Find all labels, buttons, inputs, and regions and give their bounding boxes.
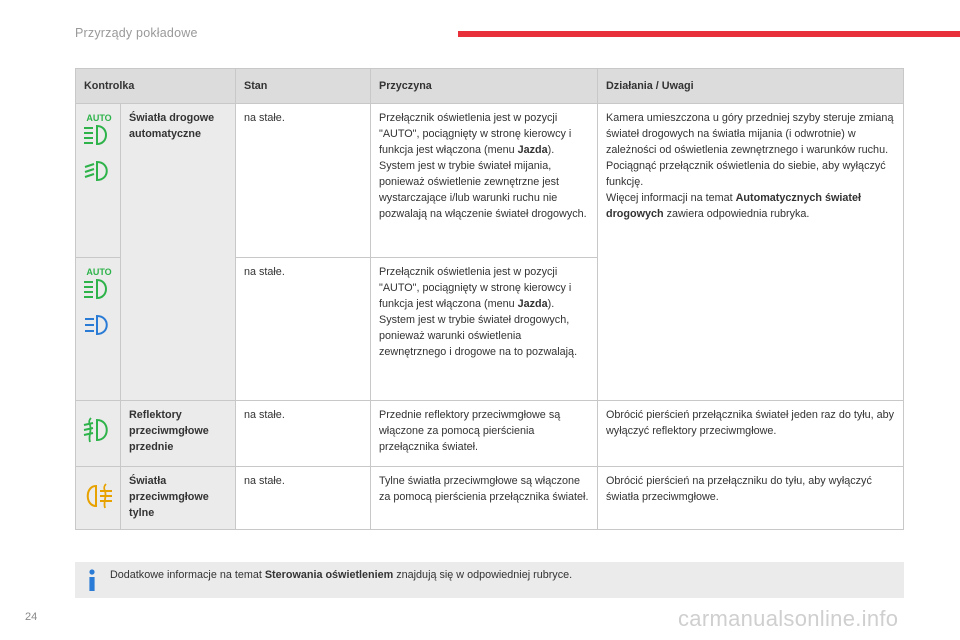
row-name-auto-high-beam: Światła drogowe automatyczne <box>121 104 236 401</box>
info-icon <box>87 569 97 591</box>
row-name-rear-fog: Światła przeciwmgłowe tylne <box>121 467 236 530</box>
cause-cell: Tylne światła przeciwmgłowe są włączone za pomocą pierścienia przełącznika świateł. <box>371 467 598 530</box>
cause-cell: Przełącznik oświetlenia jest w pozycji "AUTO", pociągnięty w stronę kierowcy i funkcja jest włączona (menu Jazda). System jest w trybie świateł drogowych, ponieważ warunki oświetlenia zewnętrznego i drogowe na to pozwalają. <box>371 258 598 401</box>
action-cell: Kamera umieszczona u góry przedniej szyby steruje zmianą świateł drogowych na światła mijania (i odwrotnie) w zależności od oświetlenia zewnętrznego i warunków ruchu. Pociągnąć przełącznik oświetlenia do siebie, aby wyłączyć funkcję. Więcej informacji na temat Automatycznych świateł drogowych zawiera odpowiednia rubryka. <box>598 104 904 401</box>
auto-high-beam-icon <box>82 266 116 300</box>
watermark: carmanualsonline.info <box>678 606 899 631</box>
front-fog-icon <box>83 417 115 443</box>
row-name-front-fog: Reflektory przeciwmgłowe przednie <box>121 401 236 467</box>
svg-text:AUTO: AUTO <box>86 267 112 277</box>
info-note <box>75 562 904 598</box>
table-row <box>76 467 904 530</box>
info-text: Dodatkowe informacje na temat Sterowania oświetleniem znajdują się w odpowiedniej rubryce. <box>110 569 573 581</box>
col-header-kontrolka: Kontrolka <box>76 69 236 104</box>
stan-cell: na stałe. <box>236 401 371 467</box>
cause-cell: Przełącznik oświetlenia jest w pozycji "AUTO", pociągnięty w stronę kierowcy i funkcja jest włączona (menu Jazda). System jest w trybie świateł mijania, ponieważ oświetlenie zewnętrzne jest wystarczające i/lub warunki ruchu nie pozwalają na włączenie świateł drogowych. <box>371 104 598 258</box>
warning-lights-table <box>75 68 904 530</box>
indicator-icons-cell <box>76 258 121 401</box>
low-beam-icon <box>84 160 114 182</box>
page-number: 24 <box>25 611 38 623</box>
action-cell: Obrócić pierścień przełącznika świateł jeden raz do tyłu, aby wyłączyć reflektory przeciwmgłowe. <box>598 401 904 467</box>
cause-cell: Przednie reflektory przeciwmgłowe są włączone za pomocą pierścienia przełącznika świateł. <box>371 401 598 467</box>
section-title: Przyrządy pokładowe <box>75 26 198 40</box>
high-beam-icon <box>84 314 114 336</box>
indicator-icons-cell <box>76 467 121 530</box>
stan-cell: na stałe. <box>236 467 371 530</box>
table-row <box>76 104 904 258</box>
col-header-dzialania: Działania / Uwagi <box>598 69 904 104</box>
rear-fog-icon <box>83 483 115 509</box>
header-accent-bar <box>458 31 960 37</box>
stan-cell: na stałe. <box>236 104 371 258</box>
indicator-icons-cell <box>76 401 121 467</box>
table-row <box>76 401 904 467</box>
table-header-row <box>76 69 904 104</box>
stan-cell: na stałe. <box>236 258 371 401</box>
col-header-przyczyna: Przyczyna <box>371 69 598 104</box>
col-header-stan: Stan <box>236 69 371 104</box>
action-cell: Obrócić pierścień na przełączniku do tyłu, aby wyłączyć światła przeciwmgłowe. <box>598 467 904 530</box>
auto-high-beam-icon <box>82 112 116 146</box>
svg-text:AUTO: AUTO <box>86 113 112 123</box>
indicator-icons-cell <box>76 104 121 258</box>
